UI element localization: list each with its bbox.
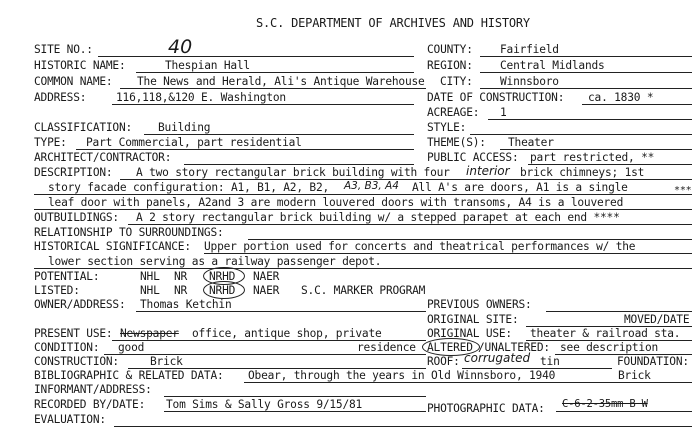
bibliographic-underline xyxy=(244,382,692,383)
description-line2a: story facade configuration: A1, B1, A2, B2, xyxy=(48,181,330,194)
description-line1a: A two story rectangular brick building with four xyxy=(136,166,450,179)
evaluation-label: EVALUATION: xyxy=(34,413,106,426)
original-use-value: theater & railroad sta. xyxy=(530,327,681,340)
site-no-underline xyxy=(98,56,414,57)
historical-line2: lower section serving as a railway passenger depot. xyxy=(48,255,382,268)
region-value: Central Midlands xyxy=(500,59,605,72)
recorded-label: RECORDED BY/DATE: xyxy=(34,398,146,411)
classification-underline xyxy=(144,134,414,135)
city-label: CITY: xyxy=(440,75,473,88)
photographic-label: PHOTOGRAPHIC DATA: xyxy=(427,402,545,415)
date-construction-underline xyxy=(582,104,692,105)
historical-label: HISTORICAL SIGNIFICANCE: xyxy=(34,240,191,253)
informant-label: INFORMANT/ADDRESS: xyxy=(34,383,152,396)
owner-underline xyxy=(136,311,426,312)
address-value: 116,118,&120 E. Washington xyxy=(116,91,286,104)
description-underline-2 xyxy=(34,194,692,195)
historical-underline-2 xyxy=(34,268,692,269)
listed-nrhd-circle xyxy=(203,281,245,299)
themes-value: Theater xyxy=(508,136,554,149)
potential-nhl: NHL xyxy=(140,270,160,283)
common-name-underline xyxy=(120,88,426,89)
description-underline-1 xyxy=(120,179,692,180)
date-construction-label: DATE OF CONSTRUCTION: xyxy=(427,91,565,104)
form-title: S.C. DEPARTMENT OF ARCHIVES AND HISTORY xyxy=(256,16,530,30)
county-value: Fairfield xyxy=(500,43,559,56)
type-value: Part Commercial, part residential xyxy=(86,136,302,149)
historic-name-value: Thespian Hall xyxy=(165,59,250,72)
historic-name-label: HISTORIC NAME: xyxy=(34,59,126,72)
present-use-label: PRESENT USE: xyxy=(34,327,113,340)
condition-value: good xyxy=(118,341,145,354)
present-use-value: office, antique shop, private xyxy=(192,327,382,340)
foundation-value: Brick xyxy=(618,369,651,382)
acreage-value: 1 xyxy=(500,106,507,119)
acreage-underline xyxy=(488,119,692,120)
style-label: STYLE: xyxy=(427,121,467,134)
roof-handwritten: corrugated xyxy=(464,351,531,365)
moved-date-label: MOVED/DATE xyxy=(624,313,690,326)
address-underline xyxy=(112,104,414,105)
region-underline xyxy=(480,72,692,73)
historical-underline-1 xyxy=(204,253,692,254)
recorded-underline xyxy=(164,411,426,412)
unaltered-label: /UNALTERED: xyxy=(478,341,550,354)
themes-label: THEME(S): xyxy=(427,136,486,149)
roof-value: tin xyxy=(540,355,560,368)
potential-naer: NAER xyxy=(253,270,280,283)
architect-label: ARCHITECT/CONTRACTOR: xyxy=(34,151,172,164)
outbuildings-value: A 2 story rectangular brick building w/ a stepped parapet at each end **** xyxy=(136,211,620,224)
city-underline xyxy=(480,88,692,89)
owner-value: Thomas Ketchin xyxy=(140,298,232,311)
description-line1-handwritten: interior xyxy=(466,164,510,178)
marker-program: S.C. MARKER PROGRAM xyxy=(301,284,426,297)
previous-owners-underline xyxy=(546,311,692,312)
listed-naer: NAER xyxy=(253,284,280,297)
present-use-underline xyxy=(112,340,426,341)
altered-value: see description xyxy=(560,341,659,354)
owner-label: OWNER/ADDRESS: xyxy=(34,298,126,311)
potential-nrhd: NRHD xyxy=(209,270,236,283)
county-underline xyxy=(480,56,692,57)
foundation-label: FOUNDATION: xyxy=(617,355,689,368)
outbuildings-label: OUTBUILDINGS: xyxy=(34,211,119,224)
public-access-underline xyxy=(528,164,692,165)
site-no-value: 40 xyxy=(168,36,193,58)
relationship-label: RELATIONSHIP TO SURROUNDINGS: xyxy=(34,226,224,239)
region-label: REGION: xyxy=(427,59,473,72)
classification-label: CLASSIFICATION: xyxy=(34,121,133,134)
original-site-label: ORIGINAL SITE: xyxy=(427,313,519,326)
common-name-value: The News and Herald, Ali's Antique Warehouse xyxy=(137,75,425,88)
public-access-label: PUBLIC ACCESS: xyxy=(427,151,519,164)
description-label: DESCRIPTION: xyxy=(34,166,113,179)
date-construction-value: ca. 1830 * xyxy=(588,91,654,104)
historic-name-underline xyxy=(136,72,414,73)
present-use-continued: residence xyxy=(357,341,416,354)
recorded-value: Tom Sims & Sally Gross 9/15/81 xyxy=(166,398,363,411)
construction-value: Brick xyxy=(150,355,183,368)
common-name-label: COMMON NAME: xyxy=(34,75,113,88)
evaluation-underline xyxy=(114,426,692,427)
altered-option: ALTERED xyxy=(427,341,473,354)
site-no-label: SITE NO.: xyxy=(34,43,93,56)
roof-label: ROOF: xyxy=(427,355,460,368)
acreage-label: ACREAGE: xyxy=(427,106,480,119)
potential-nr: NR xyxy=(174,270,188,283)
informant-underline xyxy=(164,396,426,397)
photographic-value: C-6-2-35mm B W xyxy=(562,398,648,410)
listed-label: LISTED: xyxy=(34,284,80,297)
construction-label: CONSTRUCTION: xyxy=(34,355,119,368)
style-underline xyxy=(470,134,692,135)
description-underline-3 xyxy=(34,209,692,210)
address-label: ADDRESS: xyxy=(34,91,87,104)
listed-nr: NR xyxy=(174,284,188,297)
classification-value: Building xyxy=(158,121,211,134)
original-use-label: ORIGINAL USE: xyxy=(427,327,512,340)
description-line2b: All A's are doors, A1 is a single xyxy=(412,181,628,194)
condition-label: CONDITION: xyxy=(34,341,100,354)
present-use-struck: Newspaper xyxy=(120,327,179,340)
city-value: Winnsboro xyxy=(500,75,559,88)
bibliographic-value: Obear, through the years in Old Winnsboro, 1940 xyxy=(248,369,556,382)
description-line3: leaf door with panels, A2and 3 are modern louvered doors with transoms, A4 is a louvered xyxy=(48,196,624,209)
public-access-value: part restricted, ** xyxy=(530,151,655,164)
historical-line1: Upper portion used for concerts and theatrical performances w/ the xyxy=(204,240,636,253)
outbuildings-underline xyxy=(128,224,692,225)
photographic-underline xyxy=(556,411,692,412)
description-line1b: brick chimneys; 1st xyxy=(520,166,645,179)
previous-owners-label: PREVIOUS OWNERS: xyxy=(427,298,532,311)
type-underline xyxy=(76,149,414,150)
architect-underline xyxy=(184,164,414,165)
description-note-marker: *** xyxy=(674,185,692,196)
themes-underline xyxy=(500,149,692,150)
bibliographic-label: BIBLIOGRAPHIC & RELATED DATA: xyxy=(34,369,224,382)
county-label: COUNTY: xyxy=(427,43,473,56)
type-label: TYPE: xyxy=(34,136,67,149)
potential-label: POTENTIAL: xyxy=(34,270,100,283)
description-line2-handwritten: A3, B3, A4 xyxy=(344,180,399,192)
listed-nhl: NHL xyxy=(140,284,160,297)
listed-nrhd: NRHD xyxy=(209,284,236,297)
